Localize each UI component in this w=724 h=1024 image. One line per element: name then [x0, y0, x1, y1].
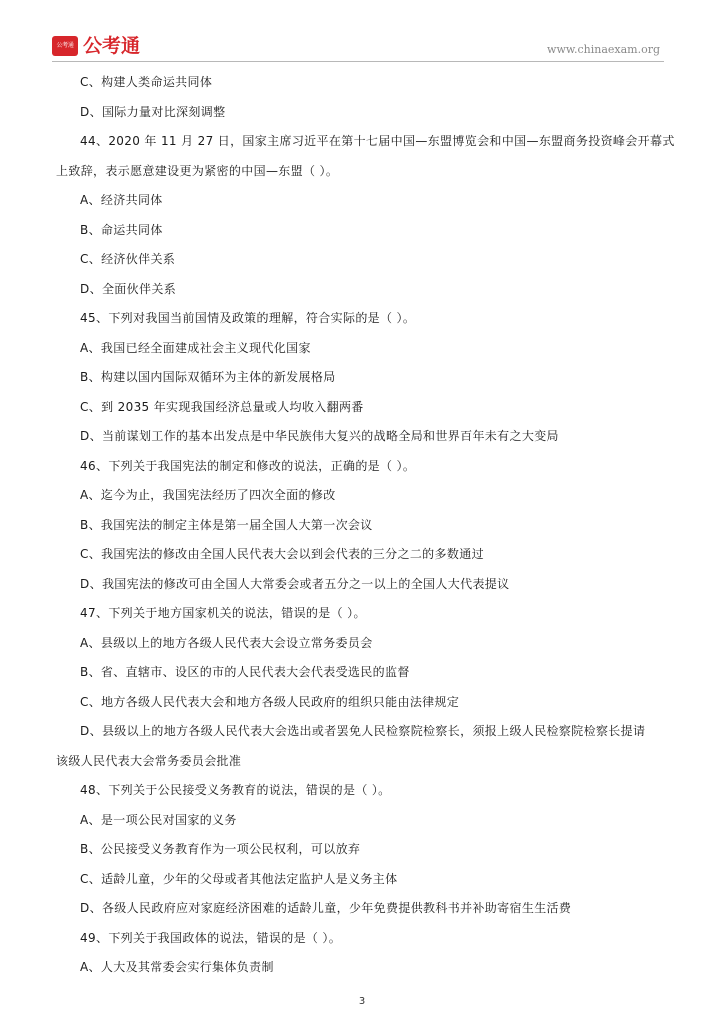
- question-line: 46、下列关于我国宪法的制定和修改的说法，正确的是（ ）。: [80, 458, 416, 473]
- question-line: 45、下列对我国当前国情及政策的理解，符合实际的是（ ）。: [80, 311, 416, 325]
- option-line: D、全面伙伴关系: [80, 281, 177, 296]
- question-line: 47、下列关于地方国家机关的说法，错误的是（ ）。: [80, 606, 366, 620]
- option-line: A、县级以上的地方各级人民代表大会设立常务委员会: [80, 635, 373, 650]
- option-line: B、我国宪法的制定主体是第一届全国人大第一次会议: [80, 517, 373, 532]
- question-line: 48、下列关于公民接受义务教育的说法，错误的是（ ）。: [80, 783, 391, 797]
- option-line: D、国际力量对比深刻调整: [80, 104, 226, 119]
- option-line: C、构建人类命运共同体: [80, 75, 213, 89]
- option-line: B、公民接受义务教育作为一项公民权利，可以放弃: [80, 842, 361, 856]
- option-line: D、我国宪法的修改可由全国人大常委会或者五分之一以上的全国人大代表提议: [80, 576, 510, 591]
- option-line: A、经济共同体: [80, 193, 163, 207]
- option-line: A、我国已经全面建成社会主义现代化国家: [80, 340, 311, 355]
- option-line: C、适龄儿童，少年的父母或者其他法定监护人是义务主体: [80, 871, 398, 886]
- option-line: B、省、直辖市、设区的市的人民代表大会代表受选民的监督: [80, 665, 410, 679]
- option-line: D、县级以上的地方各级人民代表大会选出或者罢免人民检察院检察长，须报上级人民检察院检察长提请: [80, 724, 646, 738]
- option-continuation-line: 该级人民代表大会常务委员会批准: [56, 753, 242, 768]
- option-line: A、是一项公民对国家的义务: [80, 812, 237, 827]
- option-line: C、经济伙伴关系: [80, 252, 176, 266]
- page-header: [52, 34, 664, 62]
- header-divider: [52, 61, 664, 62]
- question-continuation-line: 上致辞，表示愿意建设更为紧密的中国—东盟（ ）。: [56, 163, 339, 178]
- option-line: D、各级人民政府应对家庭经济困难的适龄儿童，少年免费提供教科书并补助寄宿生生活费: [80, 901, 572, 915]
- logo-text: 公考通: [83, 35, 141, 57]
- option-line: B、命运共同体: [80, 222, 163, 237]
- question-line: 49、下列关于我国政体的说法，错误的是（ ）。: [80, 930, 342, 945]
- document-body: [56, 68, 675, 983]
- option-line: C、地方各级人民代表大会和地方各级人民政府的组织只能由法律规定: [80, 694, 460, 709]
- site-url: www.chinaexam.org: [547, 43, 660, 56]
- option-line: A、人大及其常委会实行集体负责制: [80, 960, 274, 974]
- option-line: C、我国宪法的修改由全国人民代表大会以到会代表的三分之二的多数通过: [80, 547, 484, 561]
- option-line: D、当前谋划工作的基本出发点是中华民族伟大复兴的战略全局和世界百年未有之大变局: [80, 429, 559, 443]
- logo-badge-icon: 公考通: [52, 36, 78, 56]
- option-line: B、构建以国内国际双循环为主体的新发展格局: [80, 370, 336, 384]
- option-line: A、迄今为止，我国宪法经历了四次全面的修改: [80, 488, 336, 502]
- question-line: 44、2020 年 11 月 27 日，国家主席习近平在第十七届中国—东盟博览会和中国—东盟商务投资峰会开幕式: [80, 134, 675, 148]
- option-line: C、到 2035 年实现我国经济总量或人均收入翻两番: [80, 399, 364, 414]
- page-number: 3: [358, 996, 366, 1007]
